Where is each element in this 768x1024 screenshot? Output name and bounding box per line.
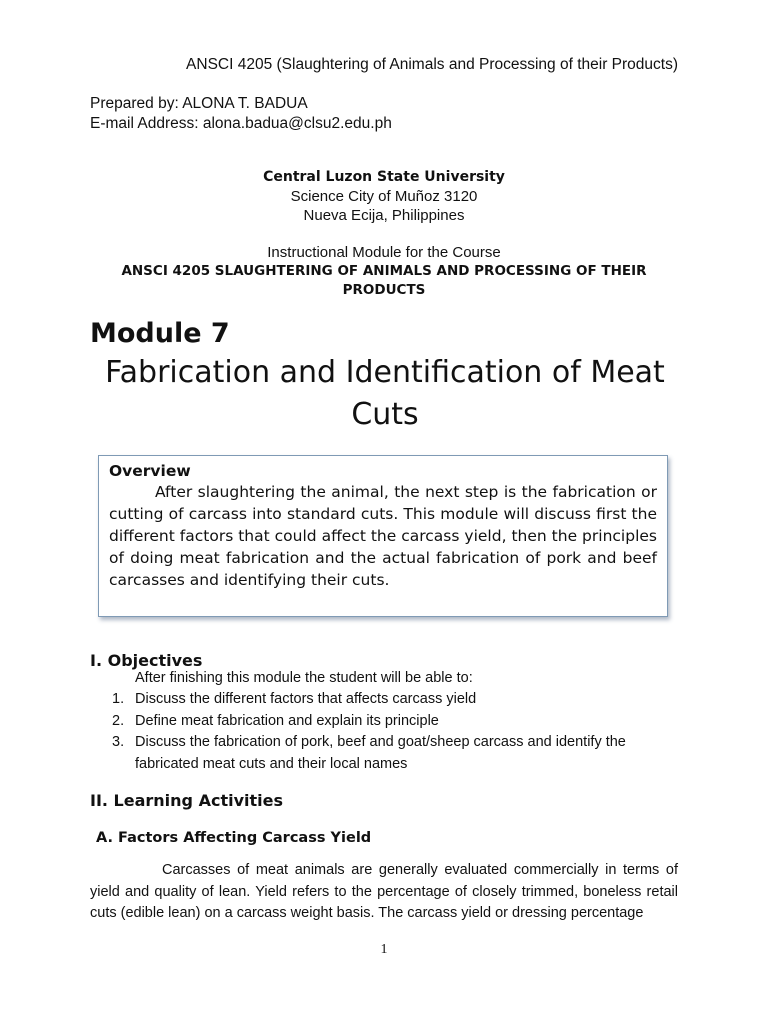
factors-subheading: A. Factors Affecting Carcass Yield: [96, 830, 372, 846]
learning-activities-heading: II. Learning Activities: [90, 791, 283, 810]
objectives-heading: I. Objectives: [90, 651, 203, 670]
preparer-info: [90, 94, 392, 134]
objectives-list: [112, 689, 672, 775]
list-number: 2.: [112, 712, 125, 729]
body-paragraph: Carcasses of meat animals are generally evaluated commercially in terms of yield and quality of lean. Yield refers to the percentage of closely trimmed, boneless retail cuts (edible lean) on a carcass weight basis. The carcass yield or dressing percentage: [90, 862, 678, 921]
list-text: Discuss the different factors that affects carcass yield: [135, 691, 477, 707]
overview-text: After slaughtering the animal, the next step is the fabrication or cutting of carcass into standard cuts. This module will discuss first the different factors that could affect the carcass yield, then the principles of doing meat fabrication and the actual fabrication of pork and beef carcasses and identifying their cuts.: [109, 483, 657, 589]
list-number: 3.: [112, 734, 125, 750]
prepared-by: Prepared by: ALONA T. BADUA: [90, 95, 308, 112]
course-block: [0, 243, 768, 300]
module-title: Fabrication and Identification of Meat Cuts: [105, 355, 665, 432]
university-name: Central Luzon State University: [263, 169, 505, 185]
university-block: [0, 168, 768, 225]
email-address: E-mail Address: alona.badua@clsu2.edu.ph: [90, 115, 392, 132]
course-intro: Instructional Module for the Course: [267, 244, 501, 261]
list-item: [112, 689, 672, 711]
overview-box: [98, 455, 668, 617]
page-number: 1: [380, 942, 388, 957]
overview-title: Overview: [109, 462, 191, 480]
module-number: Module 7: [90, 318, 230, 349]
course-header: ANSCI 4205 (Slaughtering of Animals and Processing of their Products): [186, 56, 678, 73]
list-text: Define meat fabrication and explain its principle: [135, 712, 439, 729]
list-item: [112, 732, 672, 775]
list-item: [112, 711, 672, 733]
objectives-intro: After finishing this module the student will be able to:: [135, 670, 473, 686]
university-address-1: Science City of Muñoz 3120: [290, 188, 478, 205]
list-text: Discuss the fabrication of pork, beef and goat/sheep carcass and identify the fabricated meat cuts and their local names: [135, 734, 626, 772]
university-address-2: Nueva Ecija, Philippines: [303, 207, 465, 224]
course-title: ANSCI 4205 SLAUGHTERING OF ANIMALS AND PROCESSING OF THEIR PRODUCTS: [121, 263, 647, 298]
list-number: 1.: [112, 691, 125, 707]
